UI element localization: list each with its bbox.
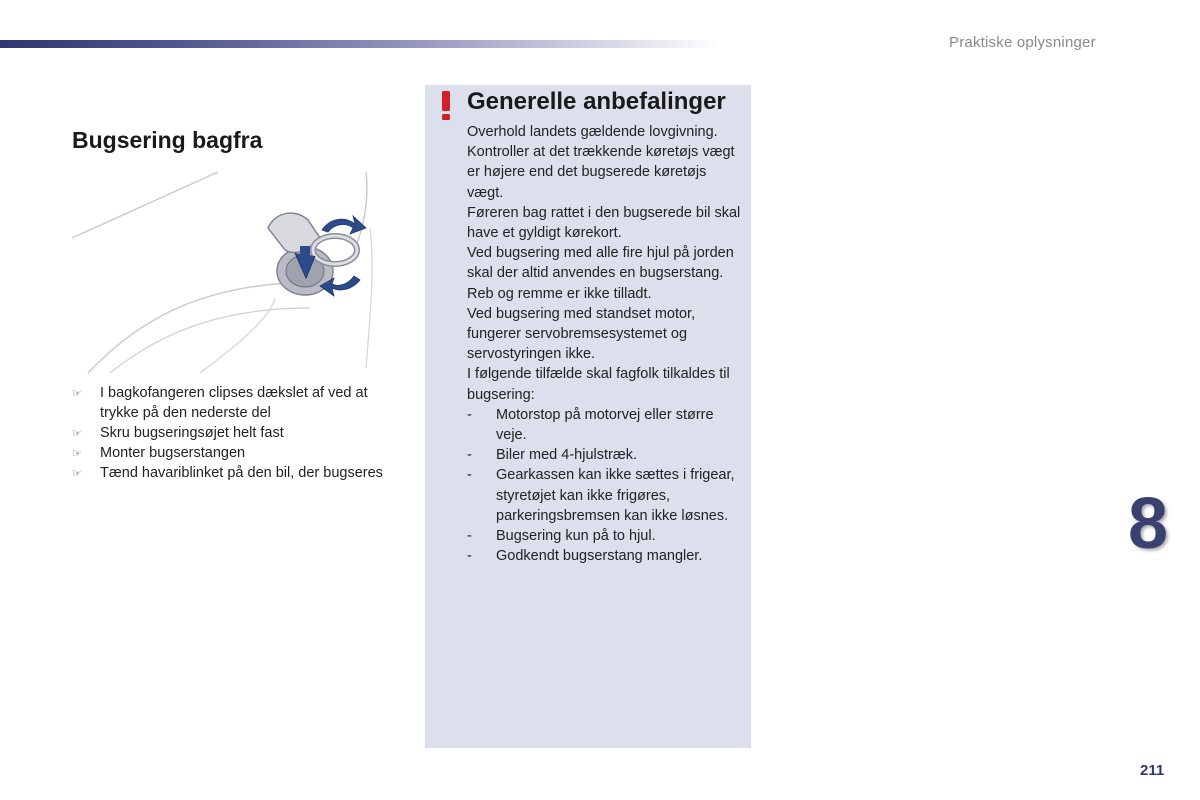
chapter-number: 8 — [1128, 484, 1169, 564]
info-paragraph: Overhold landets gældende lovgivning. — [467, 124, 718, 140]
list-item — [467, 526, 742, 546]
step-text: Tænd havariblinket på den bil, der bugseres — [100, 465, 383, 481]
dash-marker: - — [467, 467, 472, 484]
case-text: Motorstop på motorvej eller større veje. — [496, 406, 714, 444]
list-item — [72, 423, 392, 443]
pointing-hand-icon: ☞ — [72, 468, 82, 480]
step-text: Monter bugserstangen — [100, 445, 246, 461]
list-item — [467, 546, 742, 566]
info-paragraph: Ved bugsering med standset motor, fungerer servobremsesystemet og servostyringen ikke. — [467, 305, 696, 363]
case-list — [467, 405, 742, 567]
towing-steps-list — [72, 383, 392, 483]
list-item — [72, 463, 392, 483]
case-text: Biler med 4-hjulstræk. — [496, 447, 638, 464]
dash-marker: - — [467, 406, 472, 423]
dash-marker: - — [467, 447, 472, 464]
info-paragraph: Ved bugsering med alle fire hjul på jorden skal der altid anvendes en bugserstang. Reb og remme er ikke tilladt. — [467, 245, 734, 302]
tow-eye-illustration — [70, 168, 390, 378]
header-accent-bar — [0, 40, 720, 48]
dash-marker: - — [467, 528, 472, 545]
case-text: Gearkassen kan ikke sættes i frigear, styretøjet kan ikke frigøres, parkeringsbremsen kan ikke løsnes. — [496, 467, 735, 524]
list-item — [467, 445, 742, 465]
pointing-hand-icon: ☞ — [72, 448, 82, 460]
info-paragraph: I følgende tilfælde skal fagfolk tilkaldes til bugsering: — [467, 366, 730, 403]
step-text: I bagkofangeren clipses dækslet af ved at trykke på den nederste del — [100, 385, 368, 421]
dash-marker: - — [467, 548, 472, 565]
case-text: Godkendt bugserstang mangler. — [496, 548, 703, 565]
info-paragraph: Kontroller at det trækkende køretøjs vægt er højere end det bugserede køretøjs vægt. — [467, 144, 735, 201]
exclamation-icon — [440, 91, 452, 121]
info-paragraph: Føreren bag rattet i den bugserede bil skal have et gyldigt kørekort. — [467, 204, 741, 242]
page-number: 211 — [1140, 762, 1165, 779]
step-text: Skru bugseringsøjet helt fast — [100, 425, 284, 441]
towing-heading: Bugsering bagfra — [72, 127, 263, 153]
info-heading: Generelle anbefalinger — [467, 88, 726, 115]
case-text: Bugsering kun på to hjul. — [496, 528, 656, 545]
pointing-hand-icon: ☞ — [72, 388, 82, 400]
pointing-hand-icon: ☞ — [72, 428, 82, 440]
list-item — [72, 383, 392, 423]
list-item — [467, 405, 742, 445]
info-body — [467, 122, 742, 566]
list-item — [72, 443, 392, 463]
section-title: Praktiske oplysninger — [949, 34, 1096, 51]
list-item — [467, 465, 742, 526]
